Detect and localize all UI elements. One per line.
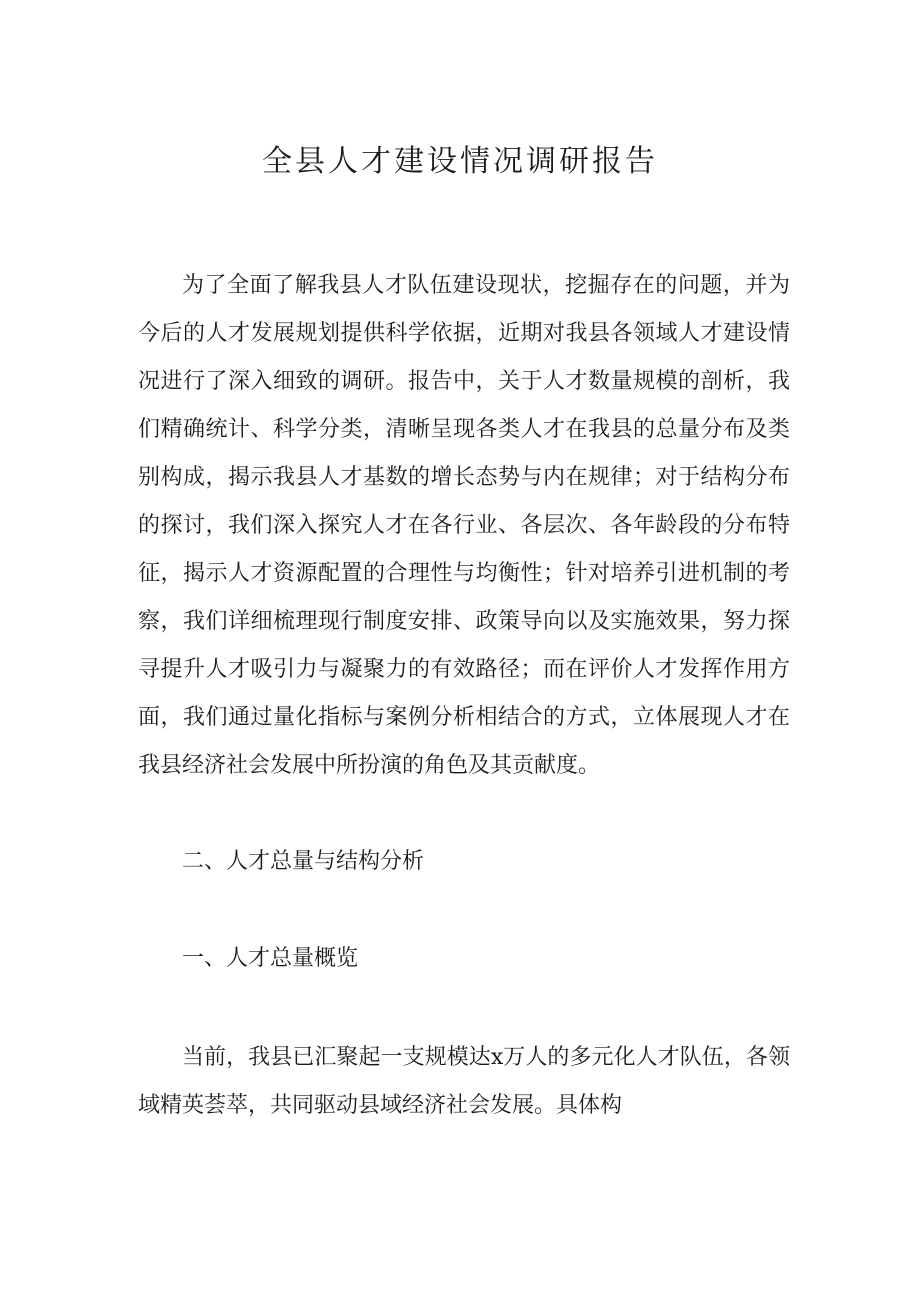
intro-paragraph: 为了全面了解我县人才队伍建设现状，挖掘存在的问题，并为今后的人才发展规划提供科学依据，近期对我县各领域人才建设情况进行了深入细致的调研。报告中，关于人才数量规模的剖析，我们精确统计、科学分类，清晰呈现各类人才在我县的总量分布及类别构成，揭示我县人才基数的增长态势与内在规律；对于结构分布的探讨，我们深入探究人才在各行业、各层次、各年龄段的分布特征，揭示人才资源配置的合理性与均衡性；针对培养引进机制的考察，我们详细梳理现行制度安排、政策导向以及实施效果，努力探寻提升人才吸引力与凝聚力的有效路径；而在评价人才发挥作用方面，我们通过量化指标与案例分析相结合的方式，立体展现人才在我县经济社会发展中所扮演的角色及其贡献度。 (138, 273, 790, 778)
document-title: 全县人才建设情况调研报告 (262, 144, 658, 179)
section-heading: 二、人才总量与结构分析 (182, 849, 425, 874)
body-paragraph: 当前，我县已汇聚起一支规模达x万人的多元化人才队伍，各领域精英荟萃，共同驱动县域经济社会发展。具体构 (138, 1045, 790, 1118)
subsection-heading: 一、人才总量概览 (182, 946, 359, 971)
